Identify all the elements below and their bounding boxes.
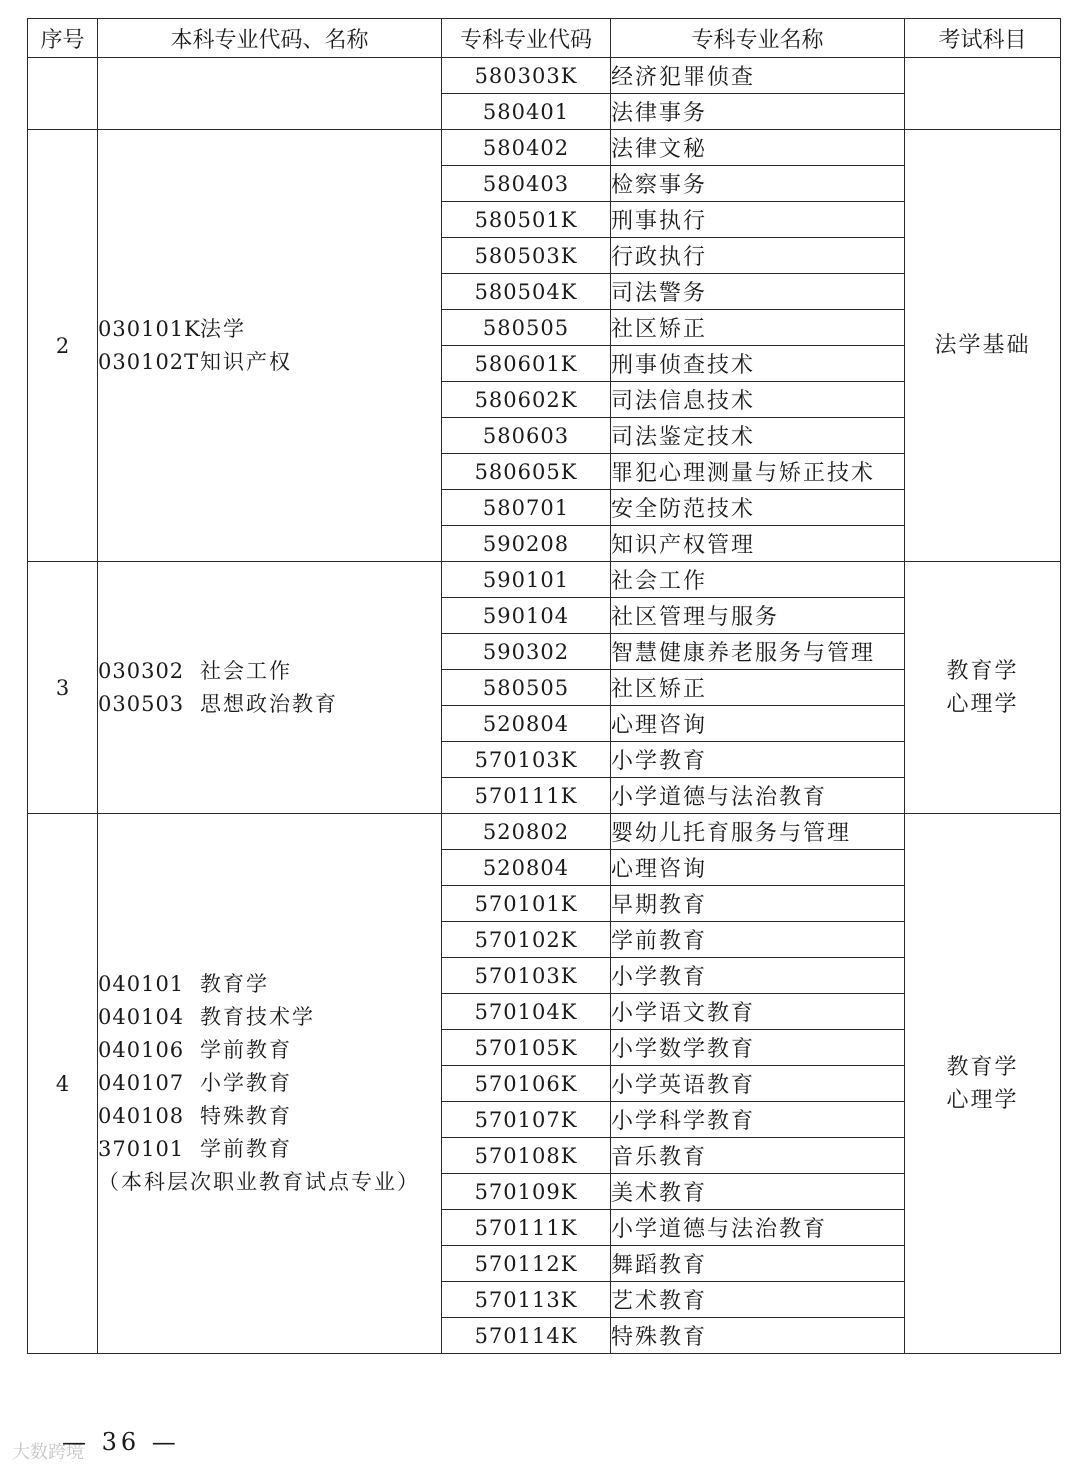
header-zk-name: 专科专业名称 [611,19,905,58]
bk-major-line [98,1001,441,1034]
zk-code-cell: 580602K [442,382,611,418]
zk-name-cell: 艺术教育 [611,1282,905,1318]
zk-code-cell: 570105K [442,1030,611,1066]
zk-name-cell: 学前教育 [611,922,905,958]
zk-name-cell: 社会工作 [611,562,905,598]
zk-code-cell: 520804 [442,850,611,886]
bk-major-line [98,655,441,688]
bk-major-code: 030302 [98,658,185,683]
seq-cell: 3 [28,562,98,814]
exam-subject: 心理学 [946,691,1019,717]
zk-code-cell: 580505 [442,310,611,346]
zk-code-cell: 570102K [442,922,611,958]
zk-name-cell: 安全防范技术 [611,490,905,526]
bk-major-code: 040108 [98,1104,185,1128]
exam-subject-cell [905,58,1061,130]
zk-name-cell: 社区管理与服务 [611,598,905,634]
zk-name-cell: 社区矫正 [611,670,905,706]
zk-code-cell: 580403 [442,166,611,202]
zk-code-cell: 570113K [442,1282,611,1318]
zk-name-cell: 心理咨询 [611,850,905,886]
bk-major-name: 知识产权 [200,349,292,374]
zk-name-cell: 知识产权管理 [611,526,905,562]
page-number: — 36 — [62,1428,180,1456]
zk-name-cell: 经济犯罪侦查 [611,58,905,94]
zk-code-cell: 590302 [442,634,611,670]
zk-code-cell: 580605K [442,454,611,490]
bk-majors-cell [98,58,442,130]
table-header-row [28,19,1061,58]
bk-major-code: 040101 [98,972,185,996]
zk-name-cell: 检察事务 [611,166,905,202]
zk-code-cell: 570111K [442,778,611,814]
bk-majors-cell [98,814,442,1354]
zk-name-cell: 小学数学教育 [611,1030,905,1066]
zk-name-cell: 舞蹈教育 [611,1246,905,1282]
bk-major-code: 040104 [98,1005,185,1029]
zk-name-cell: 小学语文教育 [611,994,905,1030]
zk-name-cell: 小学英语教育 [611,1066,905,1102]
zk-code-cell: 580505 [442,670,611,706]
zk-code-cell: 570107K [442,1102,611,1138]
zk-name-cell: 特殊教育 [611,1318,905,1354]
bk-major-code: 030102T [98,349,200,374]
seq-cell: 4 [28,814,98,1354]
bk-majors-cell [98,130,442,562]
exam-subject-cell [905,814,1061,1354]
zk-name-cell: 罪犯心理测量与矫正技术 [611,454,905,490]
zk-code-cell: 570108K [442,1138,611,1174]
zk-name-cell: 社区矫正 [611,310,905,346]
bk-major-name: 特殊教育 [200,1104,292,1128]
zk-code-cell: 580503K [442,238,611,274]
zk-name-cell: 小学教育 [611,958,905,994]
zk-name-cell: 美术教育 [611,1174,905,1210]
zk-code-cell: 590101 [442,562,611,598]
table-row [28,130,1061,166]
zk-name-cell: 司法信息技术 [611,382,905,418]
zk-code-cell: 570103K [442,958,611,994]
zk-code-cell: 570104K [442,994,611,1030]
bk-major-line [98,1034,441,1067]
exam-subject-cell [905,562,1061,814]
bk-major-code: 030101K [98,316,201,341]
zk-code-cell: 580701 [442,490,611,526]
bk-major-line [98,1067,441,1100]
bk-major-name: 学前教育 [200,1137,292,1161]
watermark-logo: 大数跨境 [12,1442,84,1463]
zk-name-cell: 法律文秘 [611,130,905,166]
zk-code-cell: 590208 [442,526,611,562]
zk-code-cell: 570109K [442,1174,611,1210]
seq-cell: 2 [28,130,98,562]
bk-major-name: 小学教育 [200,1071,292,1095]
bk-major-line [98,1100,441,1133]
zk-name-cell: 刑事侦查技术 [611,346,905,382]
zk-code-cell: 520802 [442,814,611,850]
zk-code-cell: 580504K [442,274,611,310]
bk-major-line [98,968,441,1001]
zk-code-cell: 570106K [442,1066,611,1102]
zk-name-cell: 司法鉴定技术 [611,418,905,454]
zk-code-cell: 570114K [442,1318,611,1354]
bk-major-name: 思想政治教育 [200,691,338,716]
zk-name-cell: 早期教育 [611,886,905,922]
zk-code-cell: 580402 [442,130,611,166]
zk-name-cell: 音乐教育 [611,1138,905,1174]
exam-subject: 教育学 [946,1054,1019,1080]
bk-major-name: 教育学 [200,972,269,996]
zk-name-cell: 行政执行 [611,238,905,274]
majors-table [27,18,1061,1354]
bk-major-line [98,313,441,346]
zk-name-cell: 小学道德与法治教育 [611,778,905,814]
exam-subject: 法学基础 [934,333,1031,358]
zk-code-cell: 580603 [442,418,611,454]
bk-major-name: 教育技术学 [200,1005,315,1029]
zk-code-cell: 580303K [442,58,611,94]
zk-name-cell: 婴幼儿托育服务与管理 [611,814,905,850]
zk-code-cell: 590104 [442,598,611,634]
bk-major-name: 学前教育 [200,1038,292,1062]
zk-code-cell: 580601K [442,346,611,382]
table-row [28,562,1061,598]
zk-code-cell: 520804 [442,706,611,742]
zk-code-cell: 570112K [442,1246,611,1282]
zk-name-cell: 智慧健康养老服务与管理 [611,634,905,670]
zk-name-cell: 小学道德与法治教育 [611,1210,905,1246]
zk-name-cell: 司法警务 [611,274,905,310]
bk-major-line [98,688,441,721]
header-bk: 本科专业代码、名称 [98,19,442,58]
seq-cell [28,58,98,130]
exam-subject-cell [905,130,1061,562]
exam-subject: 心理学 [946,1087,1019,1113]
bk-note: （本科层次职业教育试点专业） [98,1170,420,1194]
zk-code-cell: 580501K [442,202,611,238]
zk-name-cell: 小学教育 [611,742,905,778]
zk-code-cell: 570103K [442,742,611,778]
bk-major-code: 370101 [98,1137,185,1161]
bk-major-code: 040106 [98,1038,185,1062]
zk-code-cell: 580401 [442,94,611,130]
header-seq: 序号 [28,19,98,58]
zk-name-cell: 法律事务 [611,94,905,130]
bk-major-code: 040107 [98,1071,185,1095]
zk-name-cell: 刑事执行 [611,202,905,238]
zk-code-cell: 570111K [442,1210,611,1246]
zk-code-cell: 570101K [442,886,611,922]
bk-majors-cell [98,562,442,814]
bk-major-line [98,346,441,379]
zk-name-cell: 心理咨询 [611,706,905,742]
bk-major-name: 法学 [200,316,246,341]
bk-major-name: 社会工作 [200,658,292,683]
zk-name-cell: 小学科学教育 [611,1102,905,1138]
table-row [28,58,1061,94]
header-zk-code: 专科专业代码 [442,19,611,58]
bk-major-line [98,1133,441,1166]
header-subject: 考试科目 [905,19,1061,58]
bk-major-code: 030503 [98,691,185,716]
exam-subject: 教育学 [946,658,1019,684]
table-row [28,814,1061,850]
